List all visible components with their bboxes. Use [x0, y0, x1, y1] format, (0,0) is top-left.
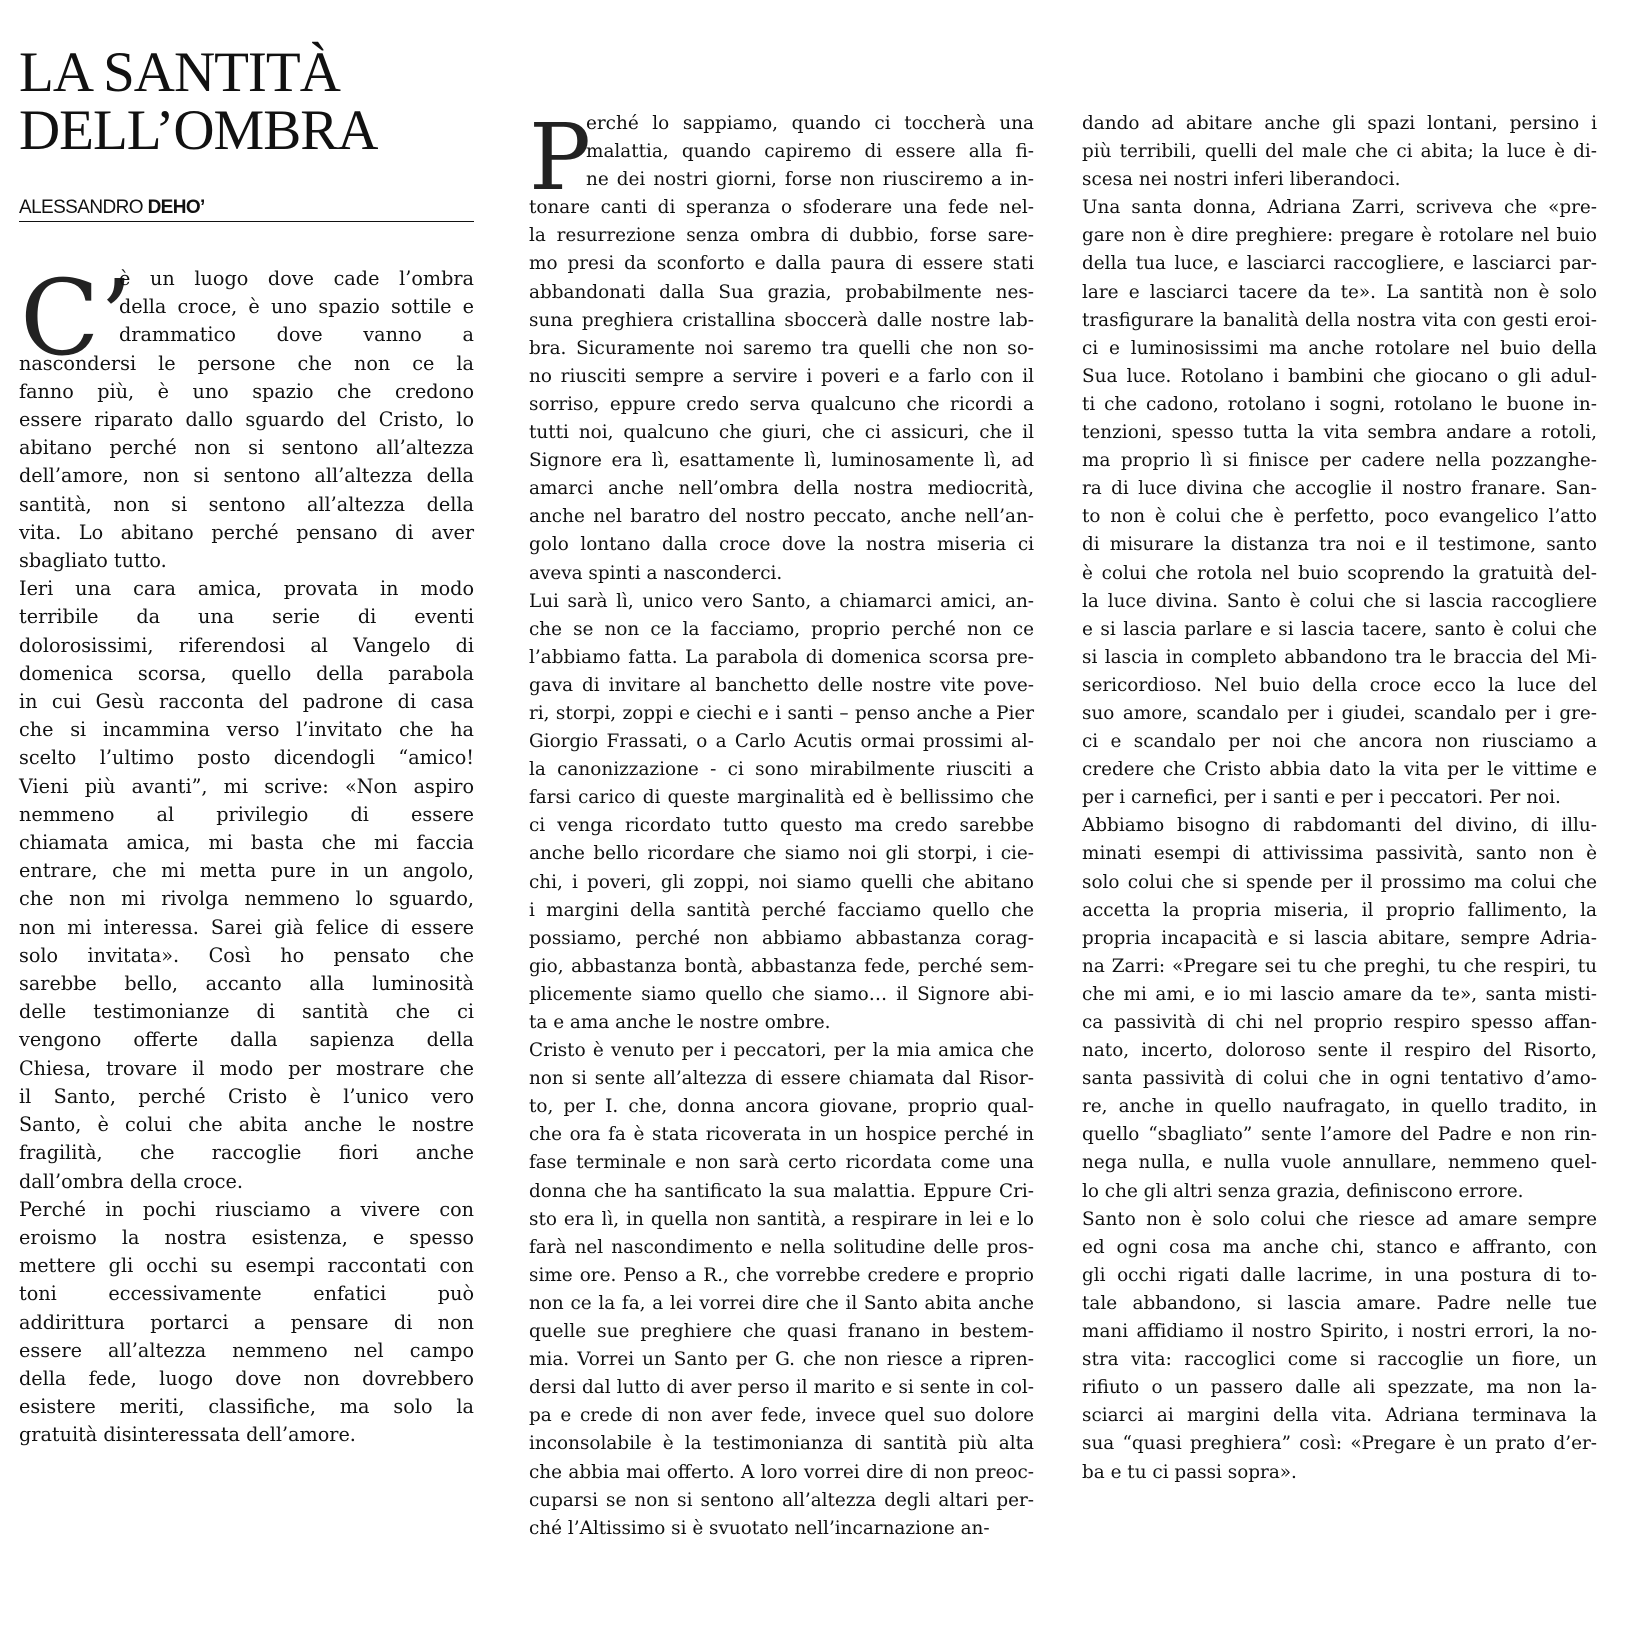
- text-line: non si sente all’altezza di essere chiamata dal Risor-: [529, 1068, 1034, 1090]
- text-line: si lascia in completo abbandono tra le braccia del Mi-: [1082, 646, 1597, 668]
- text-line: minati esempi di attivissima passività, santo non è: [1082, 843, 1597, 865]
- text-line: abbandonati dalla Sua grazia, probabilmente nes-: [529, 281, 1034, 303]
- text-line: che mi ami, e io mi lascio amare da te», santa misti-: [1082, 983, 1597, 1005]
- text-line: di misurare la distanza tra noi e il testimone, santo: [1082, 534, 1597, 556]
- text-line: credere che Cristo abbia dato la vita per le vittime e: [1082, 759, 1597, 781]
- text-line: dolorosissimi, riferendosi al Vangelo di: [19, 633, 474, 657]
- text-line: ra di luce divina che accoglie il nostro franare. San-: [1082, 478, 1597, 500]
- text-line: ti che cadono, rotolano i sogni, rotolano le buone in-: [1082, 393, 1597, 415]
- text-line: dell’amore, non si sentono all’altezza della: [19, 464, 474, 488]
- text-line: e si lascia parlare e si lascia tacere, santo è colui che: [1082, 618, 1597, 640]
- text-line: mia. Vorrei un Santo per G. che non riesce a ripren-: [529, 1349, 1034, 1371]
- text-line: solo invitata». Così ho pensato che: [19, 943, 474, 967]
- text-line: essere riparato dallo sguardo del Cristo, lo: [19, 408, 474, 432]
- text-line: ma proprio lì si finisce per cadere nella pozzanghe-: [1082, 450, 1597, 472]
- text-line: amarci anche nell’ombra della nostra mediocrità,: [529, 478, 1034, 500]
- text-line: rifiuto o un passero dalle ali spezzate, ma non la-: [1082, 1377, 1597, 1399]
- text-line: plicemente siamo quello che siamo… il Signore abi-: [529, 983, 1034, 1005]
- text-line: Cristo è venuto per i peccatori, per la mia amica che: [529, 1040, 1034, 1062]
- text-line: fragilità, che raccoglie fiori anche: [19, 1141, 474, 1165]
- text-line: accetta la propria miseria, il proprio fallimento, la: [1082, 899, 1597, 921]
- text-line: entrare, che mi metta pure in un angolo,: [19, 859, 474, 883]
- text-line: to non è colui che è perfetto, poco evangelico l’atto: [1082, 506, 1597, 528]
- text-line: in cui Gesù racconta del padrone di casa: [19, 690, 474, 714]
- text-line: gratuità disinteressata dell’amore.: [19, 1423, 356, 1447]
- text-line: ché l’Altissimo si è svuotato nell’incarnazione an-: [529, 1517, 990, 1539]
- text-line: anche bello ricordare che siamo noi gli storpi, i cie-: [529, 843, 1034, 865]
- text-line: quello “sbagliato” sente l’amore del Padre e non rin-: [1082, 1124, 1597, 1146]
- text-line: Chiesa, trovare il modo per mostrare che: [19, 1056, 474, 1080]
- text-line: scesa nei nostri inferi liberandoci.: [1082, 169, 1401, 191]
- text-line: toni eccessivamente enfatici può: [19, 1282, 474, 1306]
- text-line: essere all’altezza nemmeno nel campo: [19, 1338, 474, 1362]
- author-first-name: ALESSANDRO: [19, 197, 143, 218]
- text-line: gli occhi rigati dalle lacrime, in una postura di to-: [1082, 1264, 1597, 1286]
- text-line: suna preghiera cristallina sboccerà dalle nostre lab-: [529, 309, 1034, 331]
- text-line: è colui che rotola nel buio scoprendo la gratuità del-: [1082, 562, 1597, 584]
- article-column-3: [1082, 110, 1597, 1487]
- text-line: che se non ce la facciamo, proprio perché non ce: [529, 618, 1034, 640]
- text-line: santa passività di colui che in ogni tentativo d’amo-: [1082, 1068, 1597, 1090]
- text-line: tutti noi, qualcuno che giuri, che ci assicuri, che il: [529, 422, 1034, 444]
- text-line: domenica scorsa, quello della parabola: [19, 661, 474, 685]
- text-line: trasfigurare la banalità della nostra vita con gesti eroi-: [1082, 309, 1597, 331]
- text-line: ne dei nostri giorni, forse non riusciremo a in-: [586, 169, 1034, 191]
- text-line: donna che ha santificato la sua malattia. Eppure Cri-: [529, 1180, 1034, 1202]
- text-line: tenzioni, spesso tutta la vita sembra andare a rotoli,: [1082, 422, 1597, 444]
- text-line: sorriso, eppure credo serva qualcuno che ricordi a: [529, 393, 1034, 415]
- text-line: Ieri una cara amica, provata in modo: [19, 577, 474, 601]
- text-line: lo che gli altri senza grazia, definiscono errore.: [1082, 1180, 1524, 1202]
- text-line: scelto l’ultimo posto dicendogli “amico!: [19, 746, 474, 770]
- text-line: per i carnefici, per i santi e per i peccatori. Per noi.: [1082, 787, 1561, 809]
- text-line: mettere gli occhi su esempi raccontati con: [19, 1254, 474, 1278]
- text-line: sciarci ai margini della vita. Adriana terminava la: [1082, 1405, 1597, 1427]
- text-line: ed ogni cosa ma anche chi, stanco e affranto, con: [1082, 1236, 1597, 1258]
- text-line: inconsolabile è la testimonianza di santità più alta: [529, 1433, 1034, 1455]
- text-line: sarebbe bello, accanto alla luminosità: [19, 972, 474, 996]
- text-line: gava di invitare al banchetto delle nostre vite pove-: [529, 674, 1034, 696]
- text-line: sericordioso. Nel buio della croce ecco la luce del: [1082, 674, 1597, 696]
- text-line: farà nel nascondimento e nella solitudine delle pros-: [529, 1236, 1034, 1258]
- text-line: malattia, quando capiremo di essere alla fi-: [586, 141, 1034, 163]
- text-line: aveva spinti a nasconderci.: [529, 562, 783, 584]
- text-line: Santo, è colui che abita anche le nostre: [19, 1113, 474, 1137]
- text-line: Signore era lì, esattamente lì, luminosamente lì, ad: [529, 450, 1034, 472]
- text-line: to, per I. che, donna ancora giovane, proprio qual-: [529, 1096, 1034, 1118]
- text-line: possiamo, perché non abbiamo abbastanza corag-: [529, 927, 1034, 949]
- text-line: gio, abbastanza bontà, abbastanza fede, perché sem-: [529, 955, 1034, 977]
- text-line: dersi dal lutto di aver perso il marito e si sente in col-: [529, 1377, 1034, 1399]
- text-line: Lui sarà lì, unico vero Santo, a chiamarci amici, an-: [529, 590, 1034, 612]
- text-line: mo presi da sconforto e dalla paura di essere stati: [529, 253, 1034, 275]
- text-line: Una santa donna, Adriana Zarri, scriveva che «pre-: [1082, 197, 1597, 219]
- text-line: Vieni più avanti”, mi scrive: «Non aspiro: [19, 774, 474, 798]
- text-line: tale abbandono, si lascia amare. Padre nelle tue: [1082, 1292, 1597, 1314]
- text-line: stra vita: raccoglici come si raccoglie un fiore, un: [1082, 1349, 1597, 1371]
- text-line: la canonizzazione - ci sono mirabilmente riusciti a: [529, 759, 1034, 781]
- text-line: terribile da una serie di eventi: [19, 605, 474, 629]
- text-line: nato, incerto, doloroso sente il respiro del Risorto,: [1082, 1040, 1597, 1062]
- text-line: sto era lì, in quella non santità, a respirare in lei e lo: [529, 1208, 1034, 1230]
- author-byline: [19, 197, 474, 222]
- text-line: anche nel baratro del nostro peccato, anche nell’an-: [529, 506, 1034, 528]
- text-line: propria incapacità e si lascia abitare, sempre Adria-: [1082, 927, 1597, 949]
- drop-cap-p: P: [529, 104, 591, 211]
- text-line: il Santo, perché Cristo è l’unico vero: [19, 1084, 474, 1108]
- text-line: sime ore. Penso a R., che vorrebbe credere e proprio: [529, 1264, 1034, 1286]
- text-line: santità, non si sentono all’altezza della: [19, 492, 474, 516]
- text-line: la resurrezione senza ombra di dubbio, forse sare-: [529, 225, 1034, 247]
- text-line: esistere meriti, classifiche, ma solo la: [19, 1395, 474, 1419]
- text-line: ba e tu ci passi sopra».: [1082, 1461, 1297, 1483]
- text-line: che non mi rivolga nemmeno lo sguardo,: [19, 887, 474, 911]
- text-line: addirittura portarci a pensare di non: [19, 1310, 474, 1334]
- title-line: DELL’OMBRA: [19, 99, 378, 162]
- text-line: chi, i poveri, gli zoppi, noi siamo quelli che abitano: [529, 871, 1034, 893]
- text-line: vengono offerte dalla sapienza della: [19, 1028, 474, 1052]
- text-line: più terribili, quelli del male che ci abita; la luce è di-: [1082, 141, 1597, 163]
- text-line: i margini della santità perché facciamo quello che: [529, 899, 1034, 921]
- article-column-2: [529, 104, 1034, 1543]
- text-line: delle testimonianze di santità che ci: [19, 1000, 474, 1024]
- text-line: dando ad abitare anche gli spazi lontani, persino i: [1082, 113, 1597, 134]
- text-line: Sua luce. Rotolano i bambini che giocano o gli adul-: [1082, 365, 1597, 387]
- text-line: ci e scandalo per noi che ancora non riusciamo a: [1082, 731, 1597, 753]
- text-line: vita. Lo abitano perché pensano di aver: [19, 520, 474, 544]
- text-line: fase terminale e non sarà certo ricordata come una: [529, 1152, 1034, 1174]
- text-line: cuparsi se non si sentono all’altezza degli altari per-: [529, 1489, 1034, 1511]
- text-line: drammatico dove vanno a: [119, 323, 474, 347]
- text-line: re, anche in quello naufragato, in quello tradito, in: [1082, 1096, 1597, 1118]
- text-line: eroismo la nostra esistenza, e spesso: [19, 1225, 474, 1249]
- text-line: Santo non è solo colui che riesce ad amare sempre: [1082, 1208, 1597, 1230]
- text-line: abitano perché non si sentono all’altezza: [19, 436, 474, 460]
- text-line: l’abbiamo fatta. La parabola di domenica scorsa pre-: [529, 646, 1034, 668]
- text-line: farsi carico di queste marginalità ed è bellissimo che: [529, 787, 1034, 809]
- text-line: sbagliato tutto.: [19, 549, 167, 573]
- text-line: Perché in pochi riusciamo a vivere con: [19, 1197, 474, 1221]
- text-line: ca passività di chi nel proprio respiro spesso affan-: [1082, 1012, 1597, 1033]
- text-line: nemmeno al privilegio di essere: [19, 802, 474, 826]
- text-line: sua “quasi preghiera” così: «Pregare è un prato d’er-: [1082, 1433, 1597, 1455]
- text-line: erché lo sappiamo, quando ci toccherà una: [586, 113, 1034, 134]
- text-line: nascondersi le persone che non ce la: [19, 351, 474, 375]
- text-line: golo lontano dalla croce dove la nostra miseria ci: [529, 534, 1034, 556]
- text-line: non ce la fa, a lei vorrei dire che il Santo abita anche: [529, 1292, 1034, 1314]
- text-line: no riusciti sempre a servire i poveri e a farlo con il: [529, 365, 1034, 387]
- text-line: suo amore, scandalo per i giudei, scandalo per i gre-: [1082, 702, 1597, 724]
- text-line: che abbia mai offerto. A loro vorrei dire di non preoc-: [529, 1461, 1034, 1483]
- text-line: quelle sue preghiere che quasi franano in bestem-: [529, 1321, 1034, 1343]
- text-line: che ora fa è stata ricoverata in un hospice perché in: [529, 1124, 1034, 1146]
- text-line: mani affidiamo il nostro Spirito, i nostri errori, la no-: [1082, 1321, 1597, 1343]
- text-line: Giorgio Frassati, o a Carlo Acutis ormai prossimi al-: [529, 731, 1034, 753]
- text-line: lare e lasciarci tacere da te». La santità non è solo: [1082, 281, 1597, 303]
- text-line: gare non è dire preghiere: pregare è rotolare nel buio: [1082, 225, 1597, 247]
- text-line: è un luogo dove cade l’ombra: [119, 267, 474, 290]
- text-line: chiamata amica, mi basta che mi faccia: [19, 831, 474, 855]
- text-line: la luce divina. Santo è colui che si lascia raccogliere: [1082, 590, 1597, 612]
- text-line: Abbiamo bisogno di rabdomanti del divino, di illu-: [1082, 815, 1597, 837]
- text-line: tonare canti di speranza o sfoderare una fede nel-: [529, 197, 1034, 219]
- text-line: na Zarri: «Pregare sei tu che preghi, tu che respiri, tu: [1082, 955, 1597, 977]
- text-line: nega nulla, e nulla vuole annullare, nemmeno quel-: [1082, 1152, 1597, 1174]
- text-line: pa e crede di non aver fede, invece quel suo dolore: [529, 1405, 1034, 1427]
- text-line: della fede, luogo dove non dovrebbero: [19, 1366, 474, 1390]
- text-line: della croce, è uno spazio sottile e: [119, 295, 474, 319]
- article-column-1: [19, 257, 474, 1450]
- text-line: che si incammina verso l’invitato che ha: [19, 718, 474, 742]
- title-line: LA SANTITÀ: [19, 41, 340, 104]
- author-surname: DEHO’: [147, 197, 205, 218]
- text-line: dall’ombra della croce.: [19, 1169, 243, 1193]
- article-title: [19, 41, 378, 162]
- text-line: ri, storpi, zoppi e ciechi e i santi – penso anche a Pier: [529, 702, 1034, 724]
- drop-cap-c: C’: [20, 257, 133, 379]
- text-line: della tua luce, e lasciarci raccogliere, e lasciarci par-: [1082, 253, 1597, 275]
- text-line: non mi interessa. Sarei già felice di essere: [19, 915, 474, 939]
- text-line: ta e ama anche le nostre ombre.: [529, 1012, 831, 1033]
- text-line: ci venga ricordato tutto questo ma credo sarebbe: [529, 815, 1034, 837]
- text-line: fanno più, è uno spazio che credono: [19, 379, 474, 403]
- text-line: ci e luminosissimi ma anche rotolare nel buio della: [1082, 337, 1597, 359]
- text-line: solo colui che si spende per il prossimo ma colui che: [1082, 871, 1597, 893]
- text-line: bra. Sicuramente noi saremo tra quelli che non so-: [529, 337, 1034, 359]
